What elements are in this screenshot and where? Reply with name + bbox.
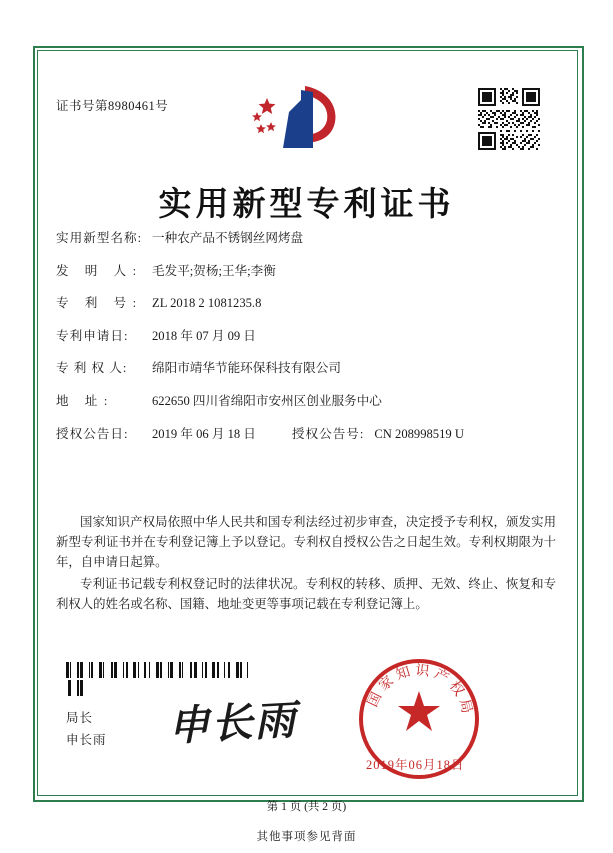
field-label: 专 利 号: <box>56 296 143 311</box>
fields-block <box>56 232 556 460</box>
field-label: 发 明 人: <box>56 263 143 278</box>
field-label: 地 址: <box>56 393 114 408</box>
field-value: 2019 年 06 月 18 日 <box>152 426 256 441</box>
legal-paragraph-2: 专利证书记载专利权登记时的法律状况。专利权的转移、质押、无效、终止、恢复和专利权人的姓名或名称、国籍、地址变更等事项记载在专利登记簿上。 <box>56 577 556 611</box>
field-patent-number <box>56 297 556 310</box>
page-title: 实用新型专利证书 <box>158 187 455 223</box>
field-utility-model-name <box>56 232 556 245</box>
field-address <box>56 395 556 408</box>
cnipa-logo-icon <box>245 82 355 152</box>
field-label-secondary: 授权公告号: <box>291 426 365 441</box>
field-value: 622650 四川省绵阳市安州区创业服务中心 <box>152 393 382 408</box>
field-inventors <box>56 265 556 278</box>
director-title <box>66 707 107 751</box>
field-value-secondary: CN 208998519 U <box>374 426 464 441</box>
field-label: 实用新型名称: <box>56 231 143 245</box>
director-title-line1: 局长 <box>66 711 94 725</box>
field-value: ZL 2018 2 1081235.8 <box>152 296 262 311</box>
field-application-date <box>56 330 556 343</box>
field-value: 2018 年 07 月 09 日 <box>152 328 256 343</box>
seal-date: 2019年06月18日 <box>366 758 465 772</box>
qr-code <box>478 88 540 150</box>
field-value: 毛发平;贺杨;王华;李衡 <box>152 263 276 278</box>
field-value: 绵阳市靖华节能环保科技有限公司 <box>152 361 341 376</box>
footnote: 其他事项参见背面 <box>256 831 357 843</box>
field-label: 授权公告日: <box>56 426 129 441</box>
field-label: 专 利 权 人: <box>56 361 128 376</box>
barcode <box>66 662 248 678</box>
field-patentee <box>56 362 556 375</box>
handwritten-signature: 申长雨 <box>167 695 299 751</box>
certificate-number: 证书号第8980461号 <box>56 99 169 113</box>
legal-text <box>56 512 556 616</box>
legal-paragraph-1: 国家知识产权局依照中华人民共和国专利法经过初步审查，决定授予专利权，颁发实用新型专利证书并在专利登记簿上予以登记。专利权自授权公告之日起生效。专利权期限为十年，自申请日起算。 <box>56 515 556 569</box>
svg-text:国家知识产权局: 国家知识产权局 <box>365 663 475 719</box>
page-number: 第 1 页 (共 2 页) <box>266 801 347 813</box>
field-grant-announcement <box>56 428 556 441</box>
director-name: 申长雨 <box>66 733 107 747</box>
field-value: 一种农产品不锈钢丝网烤盘 <box>152 231 304 245</box>
field-label: 专利申请日: <box>56 328 129 343</box>
